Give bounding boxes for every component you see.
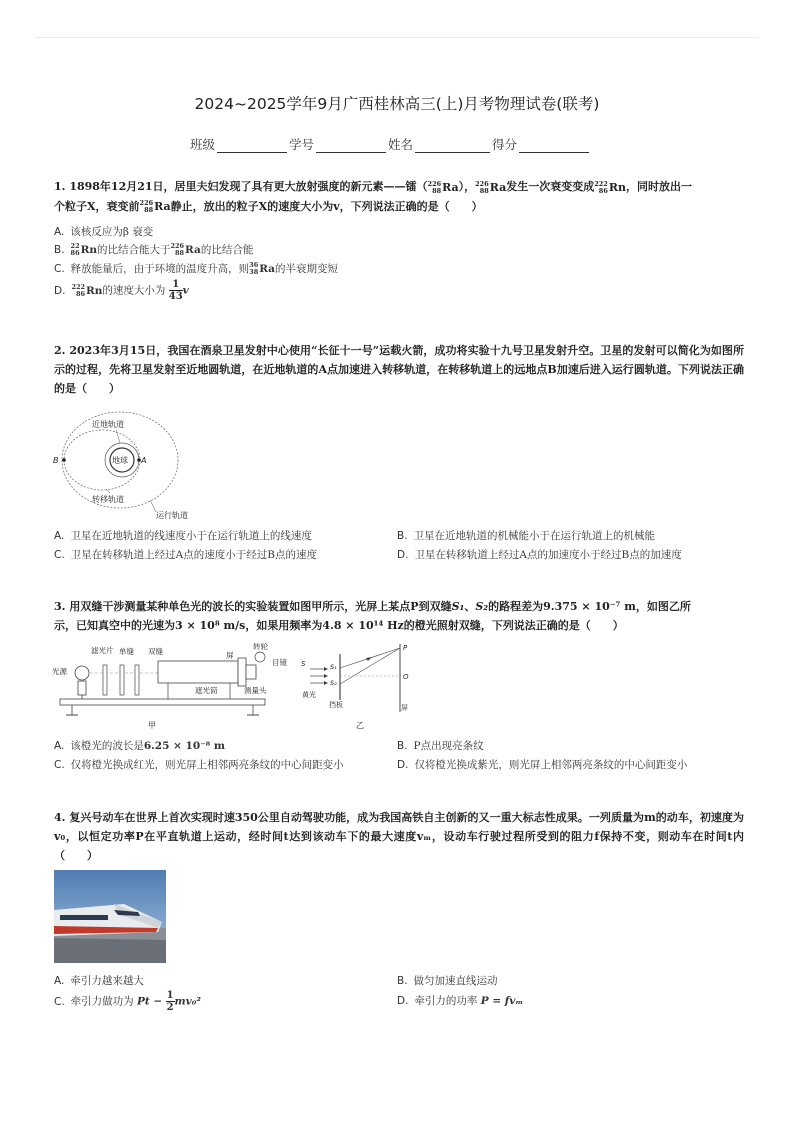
svg-text:屏: 屏	[401, 704, 408, 712]
svg-text:遮光筒: 遮光筒	[195, 686, 218, 695]
radium-nuclide: 226 88 Ra	[427, 179, 459, 195]
near-orbit-label: 近地轨道	[92, 420, 124, 429]
student-id-blank[interactable]	[316, 139, 386, 153]
svg-text:双缝: 双缝	[148, 647, 163, 656]
name-field[interactable]: 姓名	[388, 135, 492, 153]
svg-text:黄光: 黄光	[302, 691, 316, 699]
radium-nuclide: 226 88 Ra	[475, 179, 507, 195]
double-slit-shape	[135, 665, 139, 695]
frequency-value: 4.8 × 10¹⁴ Hz	[322, 619, 404, 632]
svg-text:目镜: 目镜	[272, 658, 287, 667]
orbit-diagram	[50, 408, 190, 523]
earth-label: 地球	[112, 456, 128, 465]
q1-option-c[interactable]: C. 释放能量后，由于环境的温度升高，则 36 38 Ra的半衰期变短	[54, 261, 338, 276]
q2-option-a[interactable]: A. 卫星在近地轨道的线速度小于在运行轨道上的线速度	[54, 530, 312, 542]
transfer-orbit-label: 转移轨道	[92, 495, 124, 504]
figure-yi-caption: 乙	[356, 721, 364, 730]
q4-option-a[interactable]: A. 牵引力越来越大	[54, 975, 144, 987]
svg-text:滤光片: 滤光片	[91, 646, 114, 655]
filter-shape	[103, 665, 107, 695]
question-4	[54, 808, 744, 865]
student-id-field[interactable]: 学号	[289, 135, 388, 153]
light-shield-tube	[158, 661, 238, 683]
high-speed-train-photo	[54, 870, 166, 963]
interference-path-diagram	[300, 640, 420, 735]
class-field[interactable]: 班级	[190, 135, 289, 153]
svg-text:单缝: 单缝	[119, 647, 134, 656]
light-speed-value: 3 × 10⁸ m/s	[175, 619, 246, 632]
svg-text:屏: 屏	[226, 651, 234, 660]
wheel-shape	[255, 652, 265, 662]
svg-text:光源: 光源	[52, 667, 67, 676]
q4-option-c[interactable]: C. 牵引力做功为 Pt − $\frac{1}{2}$ mv₀²	[54, 990, 201, 1013]
fraction-half: $\frac{1}{2}$	[166, 990, 174, 1013]
svg-text:O: O	[403, 673, 409, 681]
score-blank[interactable]	[519, 139, 589, 153]
svg-text:转轮: 转轮	[253, 643, 268, 651]
svg-text:挡板: 挡板	[329, 701, 343, 709]
question-2-stem: 2. 2023年3月15日，我国在酒泉卫星发射中心使用“长征十一号”运载火箭，成功将实验十九号卫星发射升空。卫星的发射可以简化为如图所示的过程，先将卫星发射至近地圆轨道，在近地轨道的A点加速进入转移轨道，在转移轨道上的远地点B加速后进入运行圆轨道。下列说法正确的是（ ）	[54, 344, 744, 395]
fraction-one-43: $\frac{1}{43}$	[168, 279, 183, 302]
point-b-label: B	[53, 456, 59, 465]
q2-option-b[interactable]: B. 卫星在近地轨道的机械能小于在运行轨道上的机械能	[397, 530, 656, 542]
q3-option-c[interactable]: C. 仅将橙光换成红光，则光屏上相邻两亮条纹的中心间距变小	[54, 759, 344, 771]
q2-option-c[interactable]: C. 卫星在转移轨道上经过A点的速度小于经过B点的速度	[54, 549, 317, 561]
top-divider	[36, 37, 758, 38]
question-1	[54, 177, 744, 216]
light-source-icon	[75, 666, 89, 680]
q2-option-d[interactable]: D. 卫星在转移轨道上经过A点的加速度小于经过B点的加速度	[397, 549, 682, 561]
svg-text:P: P	[403, 644, 408, 652]
path-diff-value: 9.375 × 10⁻⁷ m	[543, 600, 636, 613]
point-a-label: A	[141, 456, 147, 465]
page-title: 2024~2025学年9月广西桂林高三(上)月考物理试卷(联考)	[194, 95, 600, 113]
svg-text:测量头: 测量头	[244, 686, 267, 695]
question-3	[54, 597, 744, 635]
point-b-dot	[62, 458, 66, 462]
single-slit-shape	[120, 665, 124, 695]
q3-option-d[interactable]: D. 仅将橙光换成紫光，则光屏上相邻两亮条纹的中心间距变小	[397, 759, 688, 771]
score-field[interactable]: 得分	[492, 135, 591, 153]
svg-text:S₂: S₂	[330, 679, 337, 687]
measuring-head-shape	[238, 658, 246, 686]
class-blank[interactable]	[217, 139, 287, 153]
q1-option-a[interactable]: A. 该核反应为β 衰变	[54, 226, 154, 238]
question-1-stem: 1. 1898年12月21日，居里夫妇发现了具有更大放射强度的新元素——镭（ 226 88 Ra）， 226 88 Ra发生一次衰变变成 222 86 Rn，同时放出一 个粒子X，衰变前 226 88 Ra静止，放出的粒子X的速度大小为v，下列说法正确的是（ ）	[54, 179, 692, 214]
q1-option-d[interactable]: D. 222 86 Rn的速度大小为 $\frac{1}{43}$ v	[54, 279, 189, 302]
q1-option-b[interactable]: B. 22 86 Rn的比结合能大于 226 88 Ra的比结合能	[54, 242, 254, 257]
svg-text:S: S	[301, 660, 306, 668]
name-blank[interactable]	[415, 139, 490, 153]
run-orbit-label: 运行轨道	[156, 511, 188, 520]
q4-option-d[interactable]: D. 牵引力的功率 P = fvₘ	[397, 995, 524, 1007]
q3-option-b[interactable]: B. P点出现亮条纹	[397, 740, 484, 752]
optical-bench	[60, 699, 265, 705]
question-4-stem: 4. 复兴号动车在世界上首次实现时速350公里自动驾驶功能，成为我国高铁自主创新的又一重大标志性成果。一列质量为m的动车，初速度为v₀，以恒定功率P在平直轨道上运动，经时间t达到该动车下的最大速度vₘ，设动车行驶过程所受到的阻力f保持不变，则动车在时间t内（ ）	[54, 811, 744, 862]
svg-text:S₁: S₁	[330, 663, 337, 671]
q3-option-a[interactable]: A. 该橙光的波长是6.25 × 10⁻⁸ m	[54, 740, 226, 752]
q4-option-b[interactable]: B. 做匀加速直线运动	[397, 975, 498, 987]
question-3-stem: 3. 用双缝干涉测量某种单色光的波长的实验装置如图甲所示，光屏上某点P到双缝S₁、S₂的路程差为9.375 × 10⁻⁷ m，如图乙所 示，已知真空中的光速为3 × 10⁸ m/s，如果用频率为4.8 × 10¹⁴ Hz的橙光照射双缝，下列说法正确的是（ ）	[54, 600, 691, 632]
student-info-row	[190, 135, 591, 153]
double-slit-apparatus-diagram	[50, 643, 295, 735]
figure-jia-caption: 甲	[148, 721, 156, 730]
radon-nuclide: 222 86 Rn	[594, 179, 626, 195]
radium-nuclide: 226 88 Ra	[139, 199, 171, 214]
question-2	[54, 341, 744, 398]
